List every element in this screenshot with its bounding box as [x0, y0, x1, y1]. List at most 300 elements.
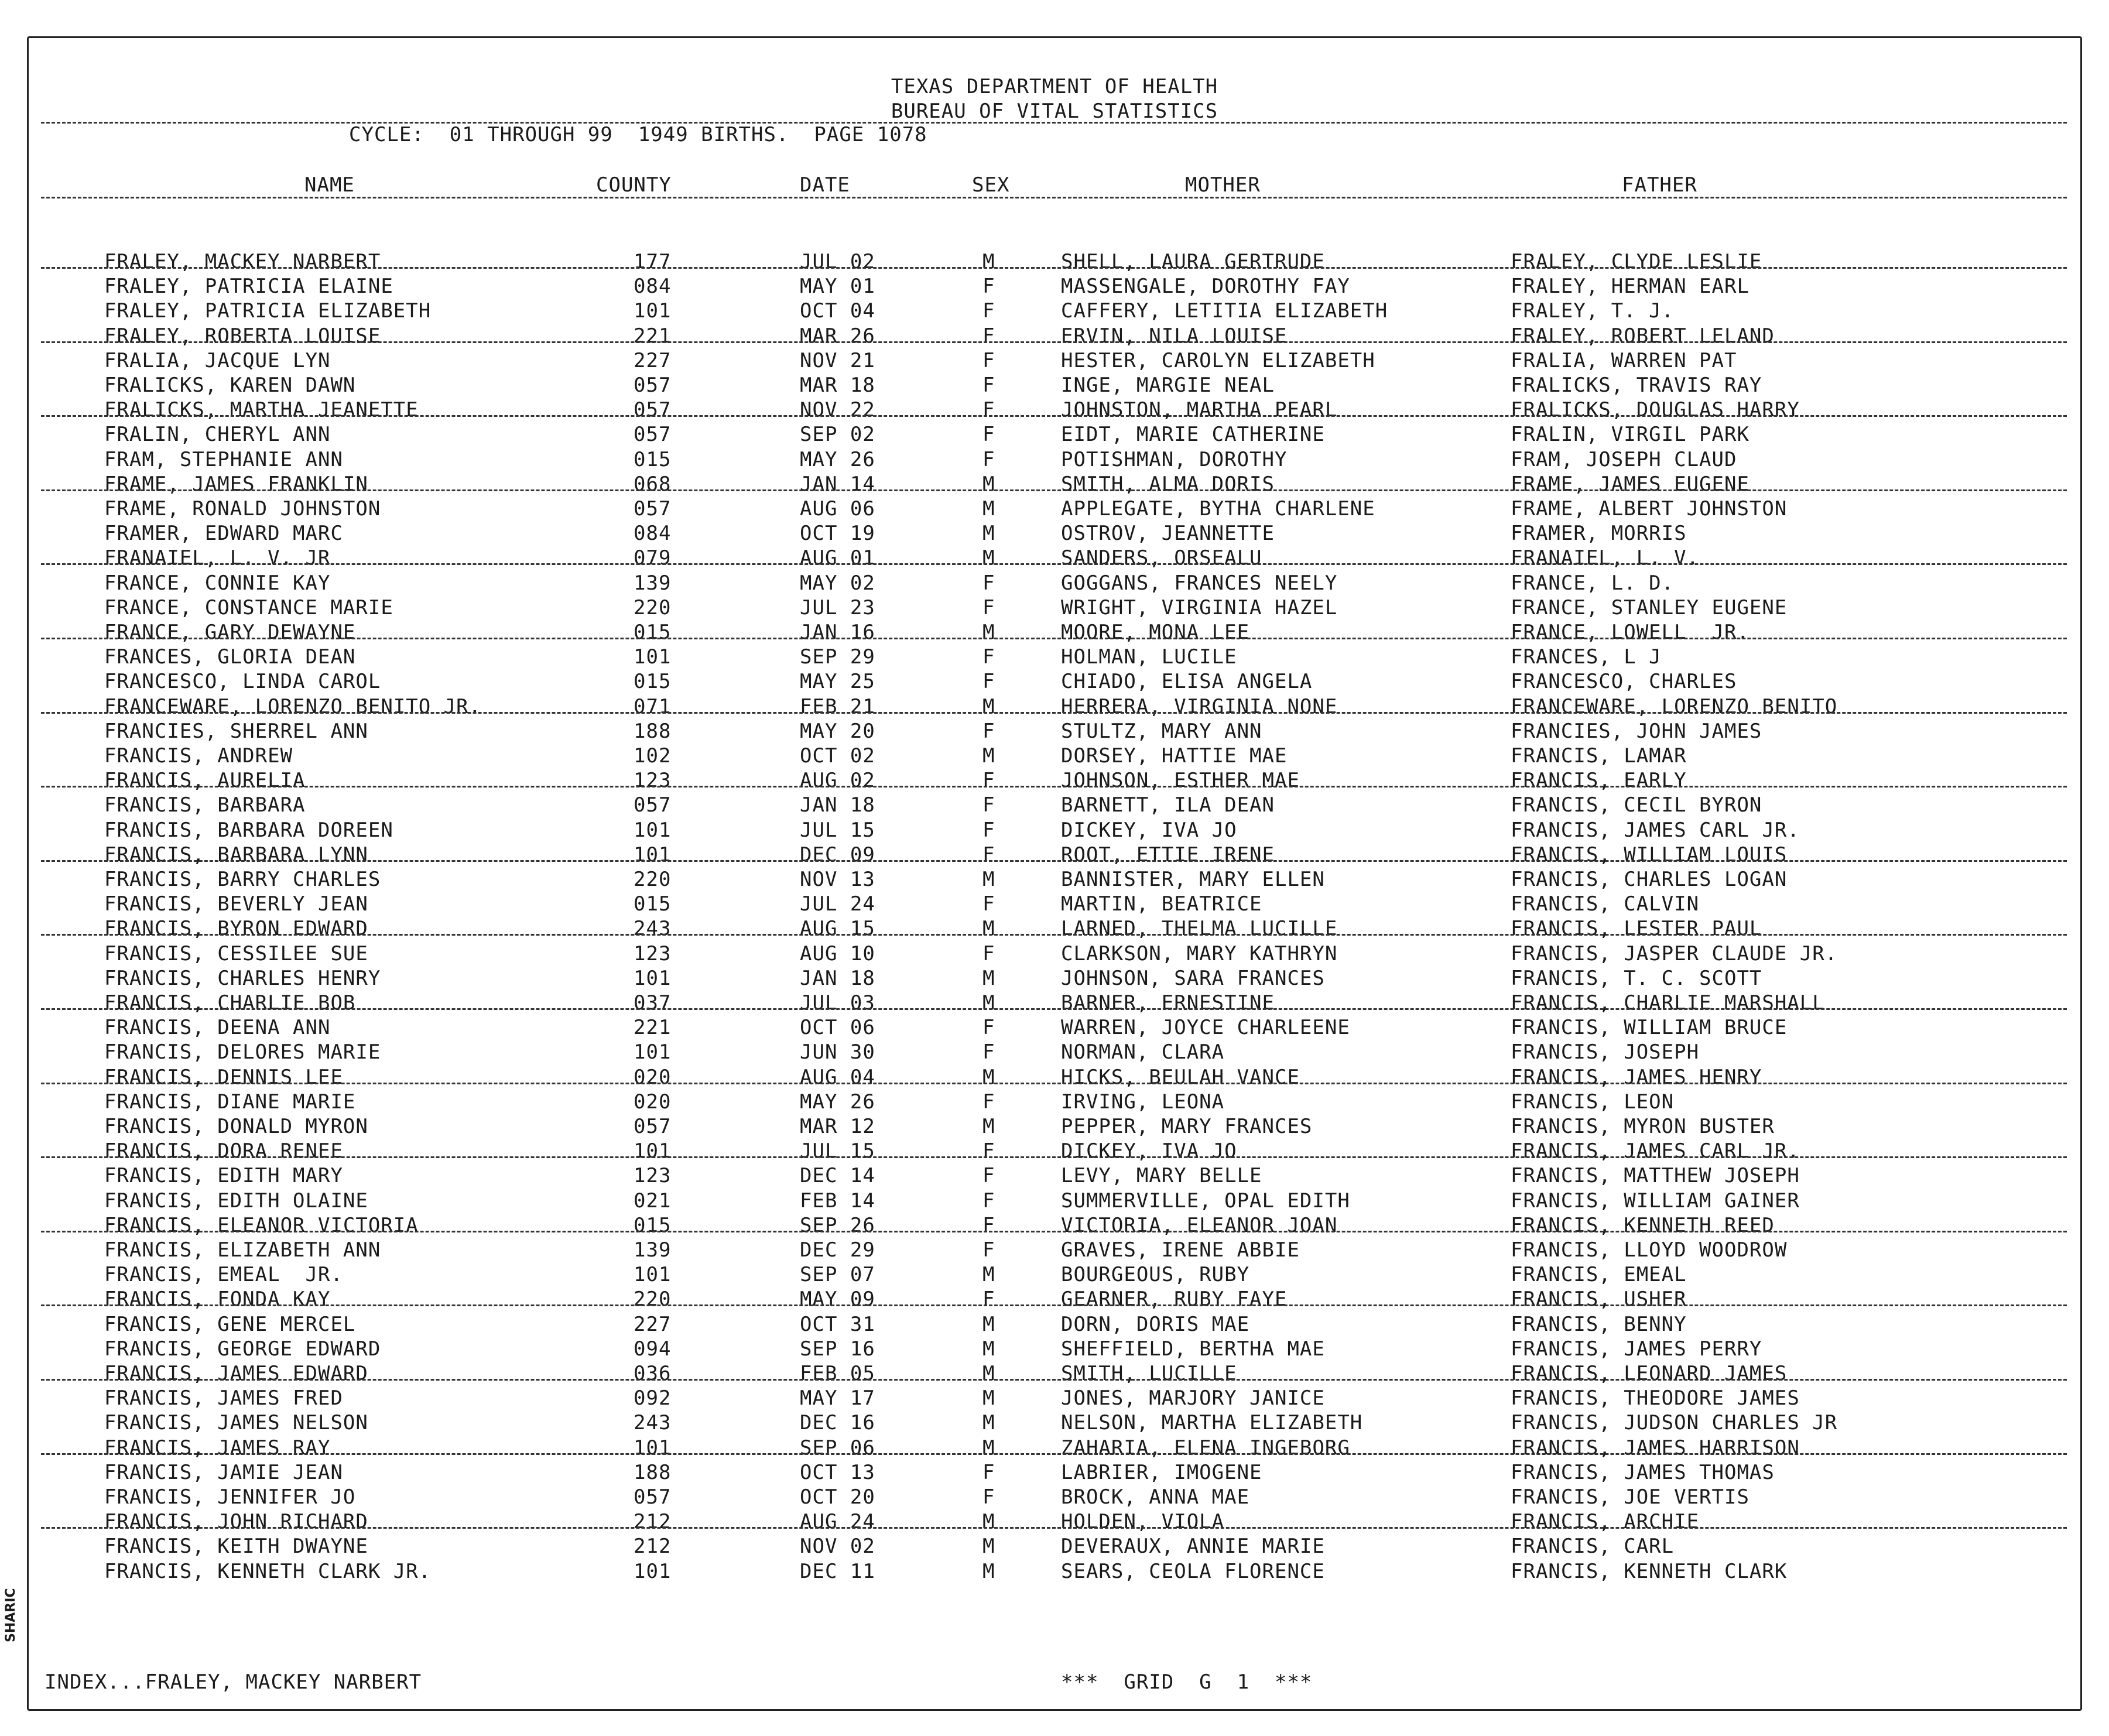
cell-father: FRANCIS, JAMES THOMAS — [1511, 1460, 1775, 1484]
cell-sex: M — [982, 497, 995, 521]
col-mother: MOTHER — [1185, 173, 1261, 197]
cell-sex: F — [982, 793, 995, 817]
cell-county: 079 — [634, 546, 672, 570]
table-row — [0, 892, 2109, 916]
cell-date: MAY 02 — [800, 571, 875, 595]
cell-father: FRANCIS, JASPER CLAUDE JR. — [1511, 941, 1838, 965]
col-father: FATHER — [1622, 173, 1697, 197]
cell-county: 243 — [634, 1411, 672, 1435]
cell-county: 101 — [634, 1139, 672, 1163]
cell-county: 221 — [634, 1016, 672, 1040]
cell-sex: M — [982, 966, 995, 990]
cell-mother: SEARS, CEOLA FLORENCE — [1061, 1559, 1325, 1583]
cell-sex: F — [982, 571, 995, 595]
cell-date: MAY 09 — [800, 1288, 875, 1312]
cell-sex: F — [982, 1238, 995, 1262]
cell-mother: POTISHMAN, DOROTHY — [1061, 447, 1288, 471]
cell-name: FRANCIS, JAMES NELSON — [104, 1411, 368, 1435]
cell-county: 227 — [634, 1312, 672, 1336]
side-mark: SHARIC — [4, 1588, 18, 1642]
cell-sex: F — [982, 719, 995, 743]
cell-county: 101 — [634, 818, 672, 842]
cell-county: 084 — [634, 522, 672, 546]
table-row — [0, 818, 2109, 843]
cell-name: FRANCIS, ELEANOR VICTORIA — [104, 1213, 419, 1237]
table-row — [0, 546, 2109, 570]
cell-sex: M — [982, 1115, 995, 1138]
cell-county: 101 — [634, 843, 672, 867]
cell-mother: BARNER, ERNESTINE — [1061, 991, 1275, 1015]
table-row — [0, 916, 2109, 941]
cell-father: FRALIN, VIRGIL PARK — [1511, 423, 1749, 447]
cell-county: 015 — [634, 1213, 672, 1237]
cell-date: JUL 03 — [800, 991, 875, 1015]
cell-mother: HOLDEN, VIOLA — [1061, 1510, 1225, 1534]
table-row — [0, 1090, 2109, 1114]
cell-mother: MARTIN, BEATRICE — [1061, 892, 1262, 916]
cell-date: FEB 21 — [800, 694, 875, 718]
cell-name: FRALIA, JACQUE LYN — [104, 348, 331, 372]
cell-mother: GRAVES, IRENE ABBIE — [1061, 1238, 1300, 1262]
cell-father: FRANCIS, KENNETH REED — [1511, 1213, 1775, 1237]
cell-date: SEP 26 — [800, 1213, 875, 1237]
cell-county: 057 — [634, 423, 672, 447]
cell-father: FRANCIES, JOHN JAMES — [1511, 719, 1762, 743]
cell-date: OCT 02 — [800, 744, 875, 768]
cell-sex: M — [982, 250, 995, 273]
cell-father: FRANCE, LOWELL JR. — [1511, 621, 1749, 644]
cell-name: FRANCIS, DENNIS LEE — [104, 1065, 343, 1089]
cell-mother: ERVIN, NILA LOUISE — [1061, 324, 1288, 348]
cell-father: FRANCIS, KENNETH CLARK — [1511, 1559, 1788, 1583]
cell-father: FRANCIS, JAMES CARL JR. — [1511, 1139, 1800, 1163]
table-row — [0, 768, 2109, 793]
cell-name: FRAMER, EDWARD MARC — [104, 522, 343, 546]
cell-sex: F — [982, 299, 995, 323]
cell-mother: INGE, MARGIE NEAL — [1061, 374, 1275, 397]
cell-mother: LABRIER, IMOGENE — [1061, 1460, 1262, 1484]
cell-father: FRAMER, MORRIS — [1511, 522, 1687, 546]
table-row — [0, 595, 2109, 620]
cell-sex: F — [982, 1288, 995, 1312]
cell-father: FRANCE, L. D. — [1511, 571, 1675, 595]
cell-mother: BOURGEOUS, RUBY — [1061, 1263, 1250, 1287]
cell-name: FRANCIS, CESSILEE SUE — [104, 941, 368, 965]
cell-sex: F — [982, 1090, 995, 1114]
cell-father: FRAME, JAMES EUGENE — [1511, 472, 1749, 496]
cell-county: 101 — [634, 299, 672, 323]
table-row — [0, 867, 2109, 892]
cell-sex: F — [982, 892, 995, 916]
cell-name: FRANCIS, DELORES MARIE — [104, 1040, 381, 1064]
cell-mother: DEVERAUX, ANNIE MARIE — [1061, 1535, 1325, 1559]
cell-county: 057 — [634, 398, 672, 422]
cell-sex: M — [982, 694, 995, 718]
cell-mother: DORSEY, HATTIE MAE — [1061, 744, 1288, 768]
cell-county: 020 — [634, 1090, 672, 1114]
cell-father: FRANCIS, LEONARD JAMES — [1511, 1362, 1788, 1385]
cell-name: FRALICKS, MARTHA JEANETTE — [104, 398, 419, 422]
cell-name: FRANCIS, BARBARA DOREEN — [104, 818, 393, 842]
cell-sex: F — [982, 423, 995, 447]
cell-sex: M — [982, 1510, 995, 1534]
cell-name: FRANCIS, DONALD MYRON — [104, 1115, 368, 1138]
cell-date: MAY 17 — [800, 1386, 875, 1410]
cell-name: FRAM, STEPHANIE ANN — [104, 447, 343, 471]
cell-county: 092 — [634, 1386, 672, 1410]
cell-county: 177 — [634, 250, 672, 273]
cell-county: 139 — [634, 1238, 672, 1262]
cell-name: FRANCIS, BARBARA LYNN — [104, 843, 368, 867]
cell-sex: F — [982, 769, 995, 793]
cell-date: SEP 16 — [800, 1337, 875, 1361]
cell-father: FRANCIS, CHARLES LOGAN — [1511, 868, 1788, 891]
cell-county: 123 — [634, 769, 672, 793]
table-row — [0, 941, 2109, 966]
cell-mother: ROOT, ETTIE IRENE — [1061, 843, 1275, 867]
cell-county: 037 — [634, 991, 672, 1015]
table-row — [0, 793, 2109, 817]
cell-sex: M — [982, 1337, 995, 1361]
cell-mother: STULTZ, MARY ANN — [1061, 719, 1262, 743]
cell-sex: M — [982, 546, 995, 570]
cell-date: NOV 13 — [800, 868, 875, 891]
cell-mother: APPLEGATE, BYTHA CHARLENE — [1061, 497, 1375, 521]
cell-name: FRANCIS, BARRY CHARLES — [104, 868, 381, 891]
cell-sex: F — [982, 1040, 995, 1064]
cell-sex: F — [982, 1164, 995, 1188]
cell-date: FEB 14 — [800, 1189, 875, 1213]
cell-mother: SMITH, ALMA DORIS — [1061, 472, 1275, 496]
cell-date: SEP 07 — [800, 1263, 875, 1287]
table-row — [0, 373, 2109, 398]
cell-name: FRANCIS, GENE MERCEL — [104, 1312, 356, 1336]
cell-father: FRANAIEL, L. V. — [1511, 546, 1700, 570]
table-row — [0, 991, 2109, 1015]
cell-name: FRALEY, MACKEY NARBERT — [104, 250, 381, 273]
cell-sex: F — [982, 275, 995, 299]
cell-mother: BARNETT, ILA DEAN — [1061, 793, 1275, 817]
cell-father: FRANCEWARE, LORENZO BENITO — [1511, 694, 1838, 718]
cell-name: FRANCIS, CHARLIE BOB — [104, 991, 356, 1015]
cell-mother: BROCK, ANNA MAE — [1061, 1485, 1250, 1509]
cell-father: FRANCIS, CECIL BYRON — [1511, 793, 1762, 817]
cell-father: FRANCESCO, CHARLES — [1511, 670, 1737, 694]
cell-date: OCT 31 — [800, 1312, 875, 1336]
cell-date: AUG 15 — [800, 917, 875, 941]
cell-mother: MASSENGALE, DOROTHY FAY — [1061, 275, 1350, 299]
cell-name: FRANCIS, BYRON EDWARD — [104, 917, 368, 941]
table-row — [0, 1386, 2109, 1410]
cell-date: MAY 26 — [800, 447, 875, 471]
cell-name: FRANCIS, JAMES FRED — [104, 1386, 343, 1410]
cell-name: FRANCIS, JAMES RAY — [104, 1436, 331, 1460]
cell-date: OCT 13 — [800, 1460, 875, 1484]
cell-sex: M — [982, 522, 995, 546]
cell-name: FRANCE, CONNIE KAY — [104, 571, 331, 595]
cell-date: OCT 20 — [800, 1485, 875, 1509]
cell-sex: F — [982, 645, 995, 669]
cell-date: DEC 11 — [800, 1559, 875, 1583]
cell-county: 220 — [634, 868, 672, 891]
cell-name: FRANCIS, JAMIE JEAN — [104, 1460, 343, 1484]
cell-mother: WARREN, JOYCE CHARLEENE — [1061, 1016, 1350, 1040]
cell-name: FRANCE, CONSTANCE MARIE — [104, 595, 393, 619]
cell-sex: F — [982, 374, 995, 397]
cell-father: FRANCIS, EMEAL — [1511, 1263, 1687, 1287]
cell-county: 220 — [634, 1288, 672, 1312]
cell-date: JAN 18 — [800, 793, 875, 817]
cell-mother: LEVY, MARY BELLE — [1061, 1164, 1262, 1188]
table-row — [0, 1410, 2109, 1435]
cell-father: FRANCIS, LAMAR — [1511, 744, 1687, 768]
cell-name: FRALEY, PATRICIA ELIZABETH — [104, 299, 432, 323]
table-row — [0, 447, 2109, 472]
cell-sex: M — [982, 1411, 995, 1435]
cell-father: FRALICKS, TRAVIS RAY — [1511, 374, 1762, 397]
cell-mother: HICKS, BEULAH VANCE — [1061, 1065, 1300, 1089]
table-row — [0, 299, 2109, 323]
table-row — [0, 1460, 2109, 1485]
table-row — [0, 324, 2109, 348]
cell-county: 057 — [634, 1485, 672, 1509]
cell-date: MAY 20 — [800, 719, 875, 743]
cycle-line: CYCLE: 01 THROUGH 99 1949 BIRTHS. PAGE 1078 — [349, 123, 927, 146]
cell-name: FRANCES, GLORIA DEAN — [104, 645, 356, 669]
cell-sex: F — [982, 1460, 995, 1484]
table-row — [0, 1262, 2109, 1287]
cell-father: FRAME, ALBERT JOHNSTON — [1511, 497, 1788, 521]
cell-county: 101 — [634, 966, 672, 990]
table-row — [0, 521, 2109, 546]
cell-mother: SHELL, LAURA GERTRUDE — [1061, 250, 1325, 273]
cell-father: FRAM, JOSEPH CLAUD — [1511, 447, 1737, 471]
cell-date: MAR 12 — [800, 1115, 875, 1138]
table-row — [0, 645, 2109, 669]
cell-mother: JOHNSON, SARA FRANCES — [1061, 966, 1325, 990]
cell-mother: SHEFFIELD, BERTHA MAE — [1061, 1337, 1325, 1361]
cell-mother: CAFFERY, LETITIA ELIZABETH — [1061, 299, 1388, 323]
cell-date: AUG 24 — [800, 1510, 875, 1534]
cell-name: FRALEY, ROBERTA LOUISE — [104, 324, 381, 348]
cell-name: FRANCIS, KENNETH CLARK JR. — [104, 1559, 432, 1583]
cell-sex: M — [982, 868, 995, 891]
cell-mother: DORN, DORIS MAE — [1061, 1312, 1250, 1336]
cell-father: FRANCIS, THEODORE JAMES — [1511, 1386, 1800, 1410]
cell-sex: M — [982, 744, 995, 768]
cell-father: FRALEY, CLYDE LESLIE — [1511, 250, 1762, 273]
cell-mother: OSTROV, JEANNETTE — [1061, 522, 1275, 546]
cell-date: JUL 15 — [800, 1139, 875, 1163]
cell-father: FRANCIS, T. C. SCOTT — [1511, 966, 1762, 990]
cell-county: 071 — [634, 694, 672, 718]
cell-father: FRANCIS, JAMES HENRY — [1511, 1065, 1762, 1089]
table-row — [0, 1015, 2109, 1040]
cell-name: FRANCIS, FONDA KAY — [104, 1288, 331, 1312]
table-row — [0, 966, 2109, 991]
table-row — [0, 1509, 2109, 1534]
cell-mother: PEPPER, MARY FRANCES — [1061, 1115, 1313, 1138]
cell-county: 084 — [634, 275, 672, 299]
cell-mother: DICKEY, IVA JO — [1061, 1139, 1237, 1163]
cell-mother: GEARNER, RUBY FAYE — [1061, 1288, 1288, 1312]
cell-name: FRANCIS, EMEAL JR. — [104, 1263, 343, 1287]
footer-grid: *** GRID G 1 *** — [1061, 1670, 1313, 1694]
table-row — [0, 571, 2109, 595]
cell-father: FRANCIS, LLOYD WOODROW — [1511, 1238, 1788, 1262]
cell-county: 015 — [634, 447, 672, 471]
cell-sex: M — [982, 917, 995, 941]
table-row — [0, 1312, 2109, 1337]
cell-father: FRANCIS, JUDSON CHARLES JR — [1511, 1411, 1838, 1435]
cell-county: 057 — [634, 497, 672, 521]
table-row — [0, 1139, 2109, 1163]
cell-name: FRAME, JAMES FRANKLIN — [104, 472, 368, 496]
col-name: NAME — [304, 173, 355, 197]
cell-name: FRANCIS, JOHN RICHARD — [104, 1510, 368, 1534]
table-row — [0, 274, 2109, 299]
cell-county: 094 — [634, 1337, 672, 1361]
cell-sex: M — [982, 1535, 995, 1559]
cell-mother: SANDERS, ORSEALU — [1061, 546, 1262, 570]
cell-father: FRALEY, T. J. — [1511, 299, 1675, 323]
cell-date: NOV 22 — [800, 398, 875, 422]
agency-title: TEXAS DEPARTMENT OF HEALTH — [891, 75, 1218, 98]
cell-date: AUG 10 — [800, 941, 875, 965]
cell-father: FRANCIS, MYRON BUSTER — [1511, 1115, 1775, 1138]
cell-father: FRANCIS, WILLIAM GAINER — [1511, 1189, 1800, 1213]
cell-father: FRANCIS, CARL — [1511, 1535, 1675, 1559]
cell-sex: M — [982, 1436, 995, 1460]
cell-father: FRALEY, ROBERT LELAND — [1511, 324, 1775, 348]
cell-date: JUL 24 — [800, 892, 875, 916]
table-row — [0, 719, 2109, 744]
cell-county: 068 — [634, 472, 672, 496]
cell-county: 102 — [634, 744, 672, 768]
cell-date: DEC 29 — [800, 1238, 875, 1262]
cell-name: FRANCIS, AURELIA — [104, 769, 306, 793]
cell-sex: F — [982, 1139, 995, 1163]
cell-mother: LARNED, THELMA LUCILLE — [1061, 917, 1338, 941]
cell-name: FRANCIS, DORA RENEE — [104, 1139, 343, 1163]
cell-sex: F — [982, 447, 995, 471]
cell-mother: SUMMERVILLE, OPAL EDITH — [1061, 1189, 1350, 1213]
cell-sex: M — [982, 1065, 995, 1089]
footer-index: INDEX...FRALEY, MACKEY NARBERT — [44, 1670, 422, 1694]
table-row — [0, 497, 2109, 521]
cell-county: 123 — [634, 1164, 672, 1188]
table-row — [0, 398, 2109, 422]
cell-date: MAR 26 — [800, 324, 875, 348]
cell-name: FRAME, RONALD JOHNSTON — [104, 497, 381, 521]
col-sex: SEX — [972, 173, 1010, 197]
cell-county: 015 — [634, 670, 672, 694]
cell-mother: VICTORIA, ELEANOR JOAN — [1061, 1213, 1338, 1237]
cell-county: 212 — [634, 1535, 672, 1559]
cell-sex: F — [982, 348, 995, 372]
bureau-title: BUREAU OF VITAL STATISTICS — [891, 100, 1218, 123]
cell-mother: HESTER, CAROLYN ELIZABETH — [1061, 348, 1375, 372]
table-row — [0, 744, 2109, 768]
cell-county: 123 — [634, 941, 672, 965]
cell-mother: JOHNSON, ESTHER MAE — [1061, 769, 1300, 793]
cell-county: 020 — [634, 1065, 672, 1089]
col-county: COUNTY — [596, 173, 672, 197]
table-row — [0, 249, 2109, 274]
cell-mother: BANNISTER, MARY ELLEN — [1061, 868, 1325, 891]
cell-county: 220 — [634, 595, 672, 619]
table-row — [0, 472, 2109, 497]
cell-father: FRANCIS, WILLIAM LOUIS — [1511, 843, 1788, 867]
cell-father: FRANCIS, ARCHIE — [1511, 1510, 1700, 1534]
cell-county: 188 — [634, 1460, 672, 1484]
cell-father: FRANCIS, BENNY — [1511, 1312, 1687, 1336]
cell-sex: F — [982, 1485, 995, 1509]
cell-sex: M — [982, 472, 995, 496]
cell-mother: NORMAN, CLARA — [1061, 1040, 1225, 1064]
cell-date: JUL 15 — [800, 818, 875, 842]
cell-sex: F — [982, 1189, 995, 1213]
cell-county: 036 — [634, 1362, 672, 1385]
cell-mother: SMITH, LUCILLE — [1061, 1362, 1237, 1385]
cell-sex: F — [982, 1213, 995, 1237]
cell-name: FRANCIS, DEENA ANN — [104, 1016, 331, 1040]
cell-father: FRANCIS, LESTER PAUL — [1511, 917, 1762, 941]
table-row — [0, 1213, 2109, 1238]
cell-date: MAR 18 — [800, 374, 875, 397]
cell-date: FEB 05 — [800, 1362, 875, 1385]
cell-date: DEC 09 — [800, 843, 875, 867]
cell-father: FRALIA, WARREN PAT — [1511, 348, 1737, 372]
cell-date: NOV 21 — [800, 348, 875, 372]
cell-father: FRANCIS, JAMES CARL JR. — [1511, 818, 1800, 842]
cell-sex: F — [982, 941, 995, 965]
cell-date: JUN 30 — [800, 1040, 875, 1064]
cell-date: AUG 06 — [800, 497, 875, 521]
cell-county: 101 — [634, 1263, 672, 1287]
table-row — [0, 620, 2109, 645]
cell-county: 057 — [634, 374, 672, 397]
cell-county: 188 — [634, 719, 672, 743]
cell-date: SEP 29 — [800, 645, 875, 669]
cell-name: FRALICKS, KAREN DAWN — [104, 374, 356, 397]
cell-county: 057 — [634, 793, 672, 817]
cell-county: 221 — [634, 324, 672, 348]
cell-father: FRALEY, HERMAN EARL — [1511, 275, 1749, 299]
cell-sex: F — [982, 843, 995, 867]
cell-county: 057 — [634, 1115, 672, 1138]
cell-date: SEP 02 — [800, 423, 875, 447]
cell-sex: M — [982, 1263, 995, 1287]
cell-father: FRANCIS, USHER — [1511, 1288, 1687, 1312]
table-row — [0, 1534, 2109, 1559]
cell-name: FRANCIS, BEVERLY JEAN — [104, 892, 368, 916]
cell-county: 212 — [634, 1510, 672, 1534]
cell-name: FRANCIS, EDITH MARY — [104, 1164, 343, 1188]
cell-father: FRANCIS, JAMES PERRY — [1511, 1337, 1762, 1361]
cell-sex: F — [982, 324, 995, 348]
cell-father: FRANCIS, JOSEPH — [1511, 1040, 1700, 1064]
cell-name: FRANCIS, JAMES EDWARD — [104, 1362, 368, 1385]
cell-sex: M — [982, 1312, 995, 1336]
cell-name: FRANCIS, JENNIFER JO — [104, 1485, 356, 1509]
cell-name: FRANCIS, ELIZABETH ANN — [104, 1238, 381, 1262]
cell-father: FRANCIS, LEON — [1511, 1090, 1675, 1114]
cell-county: 101 — [634, 1040, 672, 1064]
cell-date: SEP 06 — [800, 1436, 875, 1460]
cell-mother: NELSON, MARTHA ELIZABETH — [1061, 1411, 1363, 1435]
cell-name: FRANCIS, EDITH OLAINE — [104, 1189, 368, 1213]
